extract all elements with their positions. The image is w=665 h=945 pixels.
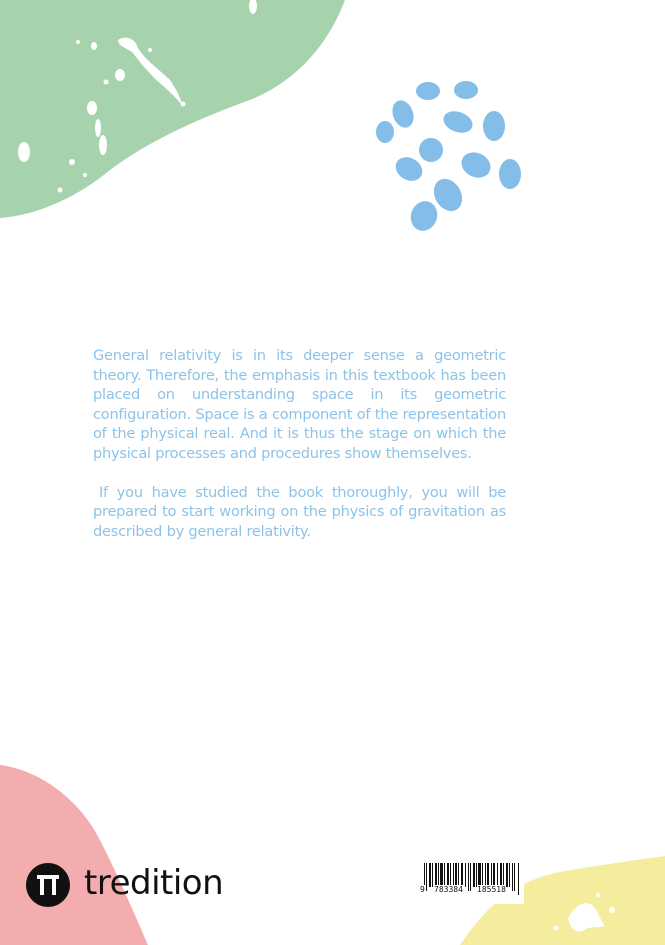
blurb-paragraph-1: General relativity is in its deeper sense a geometric theory. Therefore, the emphasis in this textbook has been placed on understanding space in its geometric configuration. Space is a component of the representation of the physical real. And it is thus the stage on which the physical processes and procedures show themselves. [93,347,506,462]
pink-blob [0,765,148,945]
blurb-paragraph-2: If you have studied the book thoroughly, you will be prepared to start working on the physics of gravitation as described by general relativity. [93,483,506,540]
barcode-lead-digit: 9 [420,885,425,894]
publisher-logo [26,862,223,908]
barcode-bars [420,862,524,904]
barcode-digits-left: 783384 [434,885,463,894]
back-cover-blurb [93,346,506,541]
isbn-barcode [420,862,524,904]
barcode-digits-right: 185518 [477,885,506,894]
blue-dots-cluster [376,81,521,235]
green-blob [0,0,345,218]
tredition-logo-icon [26,863,70,907]
publisher-name: tredition [84,863,224,903]
